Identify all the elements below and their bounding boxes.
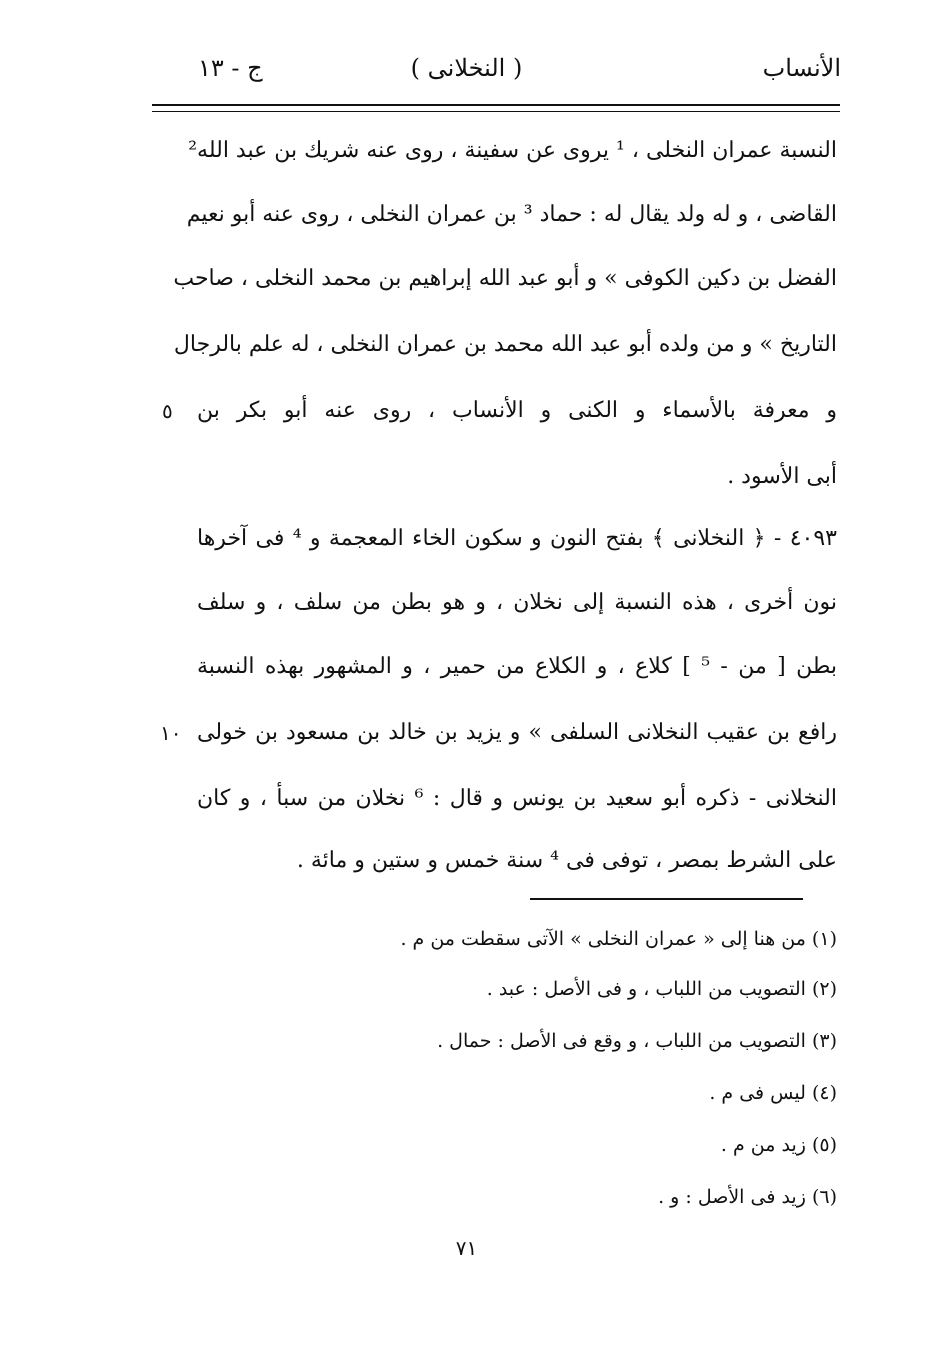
header-rule-thick — [152, 104, 840, 106]
body-line: و معرفة بالأسماء و الكنى و الأنساب ، روى عنه أبو بكر بن — [197, 398, 837, 423]
header-entry-title: ( النخلانى ) — [410, 54, 523, 82]
header-book-title: الأنساب — [762, 54, 841, 82]
body-line: الفضل بن دكين الكوفى » و أبو عبد الله إبراهيم بن محمد النخلى ، صاحب — [173, 266, 837, 291]
footnote: (٤) ليس فى م . — [709, 1082, 837, 1104]
body-line: النسبة عمران النخلى ، ¹ يروى عن سفينة ، روى عنه شريك بن عبد الله² — [188, 138, 837, 163]
footnote: (١) من هنا إلى « عمران النخلى » الآتى سقطت من م . — [400, 928, 837, 950]
body-line: القاضى ، و له ولد يقال له : حماد ³ بن عمران النخلى ، روى عنه أبو نعيم — [186, 202, 837, 227]
footnote: (٦) زيد فى الأصل : و . — [658, 1186, 837, 1208]
body-line: بطن [ من - ⁵ ] كلاع ، و الكلاع من حمير ، و المشهور بهذه النسبة — [197, 654, 837, 679]
header-volume: ج - ١٣ — [198, 54, 263, 82]
body-line: رافع بن عقيب النخلانى السلفى » و يزيد بن خالد بن مسعود بن خولى — [197, 720, 837, 745]
body-line-entry-start: ٤٠٩٣ - ﴿ النخلانى ﴾ بفتح النون و سكون الخاء المعجمة و ⁴ فى آخرها — [197, 526, 837, 551]
page-number: ٧١ — [455, 1236, 478, 1260]
footnote: (٣) التصويب من اللباب ، و وقع فى الأصل : حمال . — [437, 1030, 837, 1052]
footnote: (٥) زيد من م . — [720, 1134, 837, 1156]
body-line: أبى الأسود . — [727, 464, 837, 489]
header-rule-thin — [152, 111, 840, 112]
footnote: (٢) التصويب من اللباب ، و فى الأصل : عبد . — [486, 978, 837, 1000]
margin-line-number: ٥ — [162, 399, 173, 423]
body-line: على الشرط بمصر ، توفى فى ⁴ سنة خمس و ستين و مائة . — [296, 848, 837, 873]
body-line: التاريخ » و من ولده أبو عبد الله محمد بن عمران النخلى ، له علم بالرجال — [173, 332, 837, 357]
margin-line-number: ١٠ — [160, 721, 182, 745]
footnote-separator — [530, 898, 803, 900]
body-line: نون أخرى ، هذه النسبة إلى نخلان ، و هو بطن من سلف ، و سلف — [197, 590, 837, 615]
body-line: النخلانى - ذكره أبو سعيد بن يونس و قال : ⁶ نخلان من سبأ ، و كان — [197, 786, 837, 811]
